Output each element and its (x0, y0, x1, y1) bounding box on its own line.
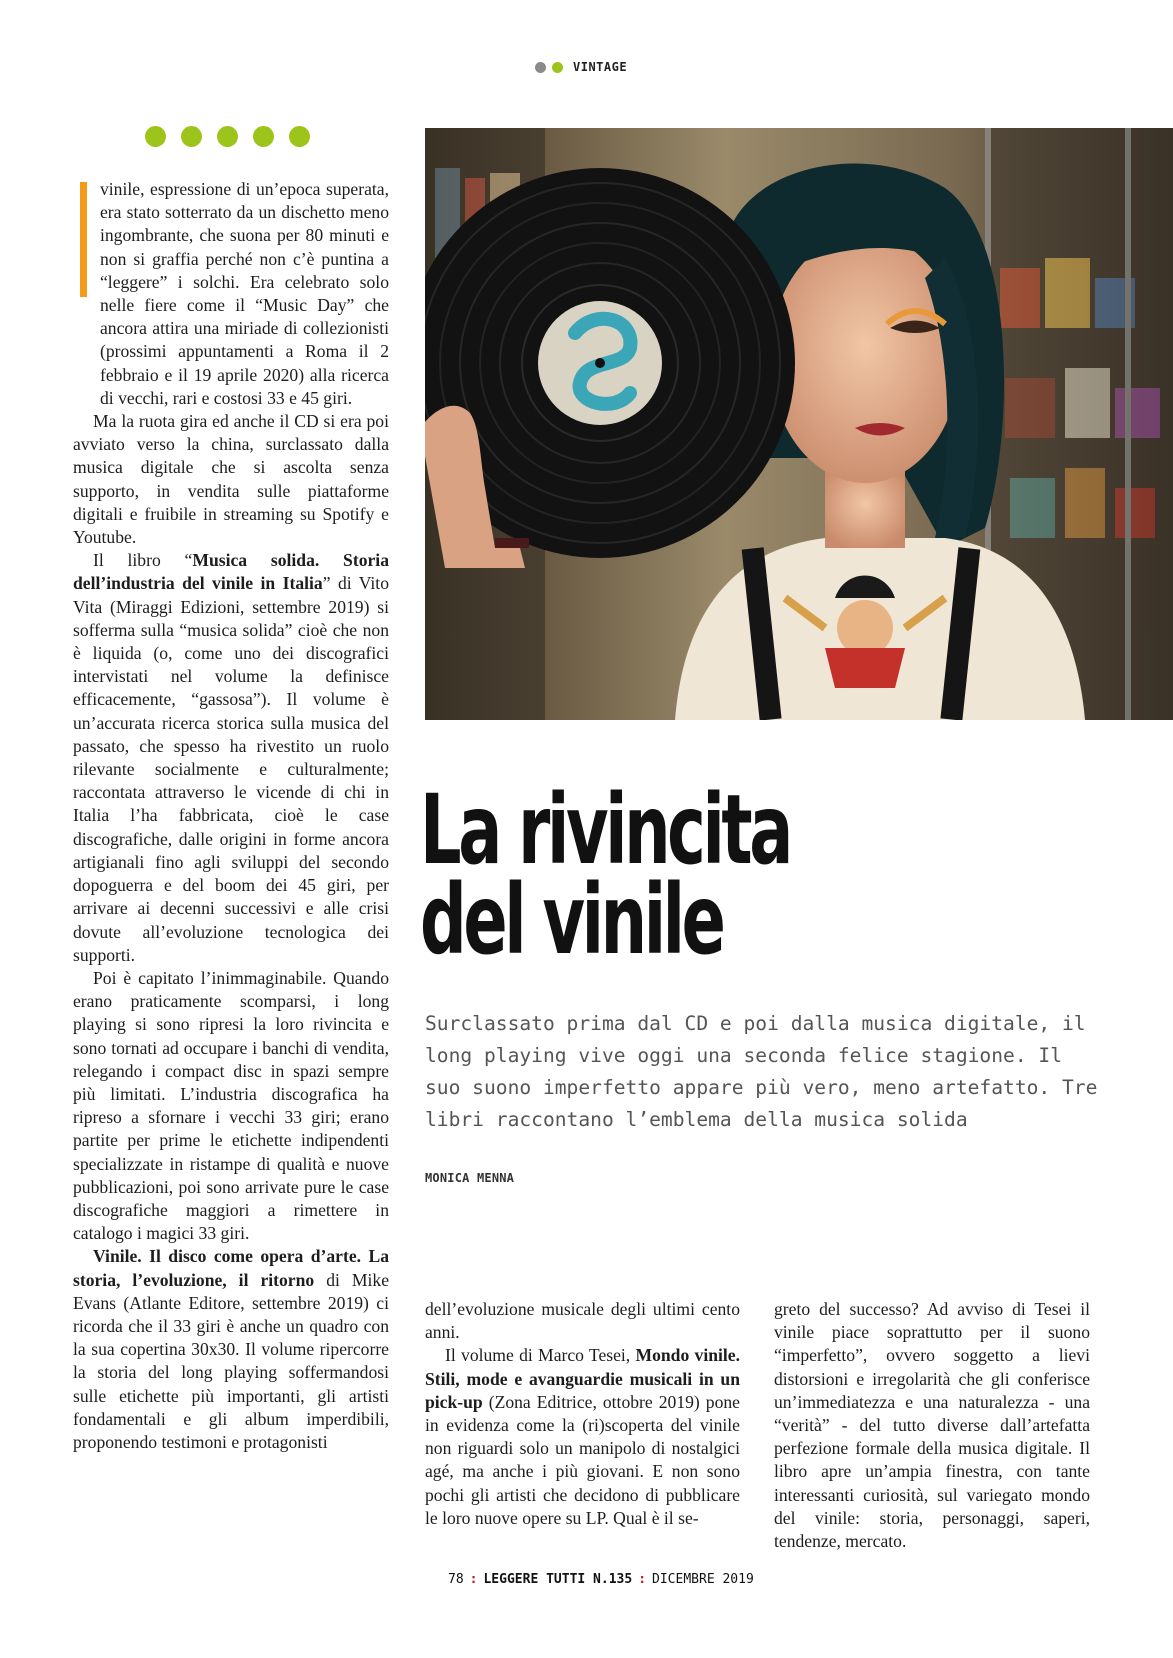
paragraph: dell’evoluzione musicale degli ultimi cento anni. (425, 1299, 740, 1343)
section-tag (535, 58, 627, 76)
grey-dot-icon (535, 62, 546, 73)
footer-separator: : (638, 1572, 647, 1587)
article-column-middle (425, 1298, 740, 1530)
vinyl-woman-illustration (425, 128, 1173, 720)
book-title: Mondo vinile. Stili, mode e avanguardie musicali in un pick-up (425, 1345, 740, 1412)
book-title: Vinile. Il disco come opera d’arte. La storia, l’evoluzione, il ritorno (73, 1246, 389, 1290)
headline (420, 774, 910, 976)
section-label: VINTAGE (573, 60, 628, 74)
page-footer (448, 1572, 754, 1587)
page-number: 78 (448, 1572, 464, 1587)
green-dot-icon (253, 126, 274, 147)
green-dot-icon (289, 126, 310, 147)
footer-separator: : (469, 1572, 478, 1587)
headline-line: La rivincita (420, 774, 790, 886)
byline: MONICA MENNA (425, 1171, 515, 1185)
headline-line: del vinile (420, 864, 723, 976)
green-dot-icon (552, 62, 563, 73)
paragraph (73, 1245, 389, 1454)
text-span: di Mike Evans (Atlante Editore, settembre 2019) ci ricorda che il 33 giri è anche un quadro con la sua copertina 30x30. Il volume ripercorre la storia del long playing soffermandosi sulle etichette più importanti, gli artisti fondamentali e gli album imperdibili, proponendo testimoni e protagonisti (73, 1269, 390, 1452)
text-span: Il libro “ (93, 550, 193, 571)
paragraph: greto del successo? Ad avviso di Tesei il vinile piace soprattutto per il suono “imperfetto”, ovvero soggetto a lievi distorsioni e irregolarità che gli conferisce un’immediatezza e una naturalezza - una “verità” - del tutto diverse dall’artefatta perfezione formale della musica digitale. Il libro apre un’ampia finestra, con tante interessanti curiosità, sul variegato mondo del vinile: storia, personaggi, saperi, tendenze, mercato. (774, 1299, 1090, 1552)
text-span: (Zona Editrice, ottobre 2019) pone in evidenza come la (ri)scoperta del vinile non riguardi solo un manipolo di nostalgici agé, ma anche i più giovani. E non sono pochi gli artisti che decidono di pubblicare le loro nuove opere su LP. Qual è il se- (425, 1391, 740, 1528)
standfirst: Surclassato prima dal CD e poi dalla musica digitale, il long playing vive oggi una seconda felice stagione. Il suo suono imperfetto appare più vero, meno artefatto. Tre libri raccontano l’emblema della musica solida (425, 1012, 1098, 1131)
text-span: ” di Vito Vita (Miraggi Edizioni, settembre 2019) si sofferma sulla “musica solida” cioè che non è liquida (o, come uno dei discografici intervistati nel volume la definisce efficacemente, “gassosa”). Il volume è un’accurata ricerca storica sulla musica del passato, che spesso ha rivestito un ruolo rilevante socialmente e culturalmente; raccontata attraverso le vicende di chi in Italia l’ha fabbricata, cioè le case discografiche, dalle origini in forme ancora artigianali fino agli sviluppi del secondo dopoguerra e del boom dei 45 giri, per arrivare ai decenni successivi e alle crisi dovute all’evoluzione tecnologica dei supporti. (73, 573, 389, 965)
green-dot-icon (181, 126, 202, 147)
issue-date: DICEMBRE 2019 (652, 1572, 754, 1587)
decorative-dots (145, 126, 310, 147)
paragraph (425, 1344, 740, 1530)
paragraph (73, 549, 389, 967)
paragraph: Poi è capitato l’inimmaginabile. Quando erano praticamente scomparsi, i long playing si sono ripresi la loro rivincita e sono tornati ad occupare i banchi di vendita, relegando i compact disc in spazi sempre più limitati. L’industria discografica ha ripreso a sfornare i vecchi 33 giri; erano partite per prime le etichette indipendenti specializzate in ristampe di qualità e nuove pubblicazioni, poi sono arrivate pure le case discografiche maggiori a rimettere in catalogo i magici 33 giri. (73, 967, 389, 1244)
lead-paragraph: vinile, espressione di un’epoca superata, era stato sotterrato da un dischetto meno ingombrante, che suona per 80 minuti e non si graffia perché non c’è puntina a “leggere” i solchi. Era celebrato solo nelle fiere come il “Music Day” che ancora attira una miriade di collezionisti (prossimi appuntamenti a Roma il 2 febbraio e il 19 aprile 2020) alla ricerca di vecchi, rari e costosi 33 e 45 giri. (100, 179, 389, 408)
hero-photo (425, 128, 1173, 720)
book-title: Musica solida. Storia dell’industria del vinile in Italia (73, 550, 389, 594)
publication-name: LEGGERE TUTTI N.135 (483, 1572, 633, 1587)
text-span: Il volume di Marco Tesei, (445, 1345, 636, 1366)
green-dot-icon (145, 126, 166, 147)
article-column-right (774, 1298, 1090, 1553)
article-column-left (73, 178, 389, 1454)
green-dot-icon (217, 126, 238, 147)
paragraph: Ma la ruota gira ed anche il CD si era poi avviato verso la china, surclassato dalla musica digitale che si ascolta senza supporto, in vendita sulle piattaforme digitali e fruibile in streaming su Spotify e Youtube. (73, 411, 389, 548)
